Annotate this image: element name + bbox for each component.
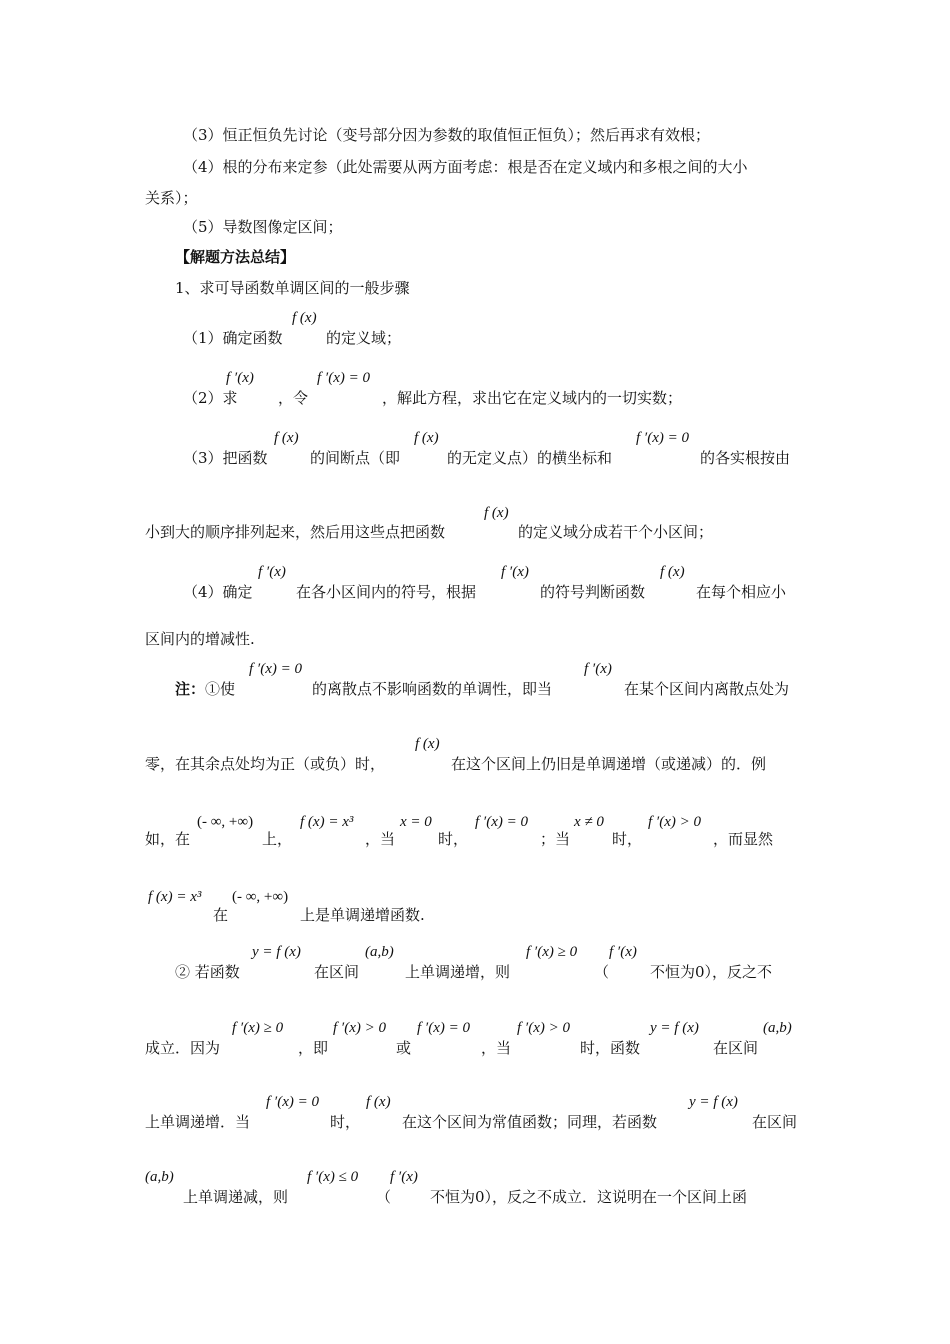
math-fprime-eq0: f ′(x) = 0: [249, 661, 302, 677]
math-fprime-le0: f ′(x) ≤ 0: [307, 1169, 359, 1185]
math-fprime-ge0: f ′(x) ≥ 0: [232, 1020, 284, 1036]
step3-text: 小到大的顺序排列起来，然后用这些点把函数: [145, 523, 446, 541]
step3-text: 的定义域分成若干个小区间；: [518, 523, 714, 541]
math-fx: f (x): [415, 736, 440, 752]
note2-text: ，即: [298, 1039, 329, 1057]
math-fprime: f ′(x): [501, 564, 529, 580]
steps-title: 1、求可导函数单调区间的一般步骤: [175, 279, 410, 297]
note2-text: 不恒为0），反之不成立．这说明在一个区间上函: [430, 1188, 748, 1206]
math-fprime-eq0: f ′(x) = 0: [475, 814, 528, 830]
note2-text: 上单调递增．当: [145, 1113, 251, 1131]
math-fx: f (x): [660, 564, 685, 580]
math-interval: (- ∞, +∞): [197, 814, 254, 830]
note2-text: ，当: [481, 1039, 512, 1057]
para-5: （5）导数图像定区间；: [183, 218, 343, 236]
note1-text: 零，在其余点处均为正（或负）时，: [145, 755, 386, 773]
math-fprime: f ′(x): [584, 661, 612, 677]
note2-text: ② 若函数: [175, 963, 240, 981]
math-fprime-eq0: f ′(x) = 0: [636, 430, 689, 446]
math-y-fx: y = f (x): [650, 1020, 699, 1036]
math-y-fx: y = f (x): [689, 1094, 738, 1110]
math-fprime: f ′(x): [226, 370, 254, 386]
math-fprime: f ′(x): [390, 1169, 418, 1185]
note1-text: ，而显然: [713, 830, 774, 848]
note1-text: 在: [213, 906, 229, 924]
math-fx-cubic: f (x) = x³: [300, 814, 354, 830]
math-fx-cubic: f (x) = x³: [148, 889, 202, 905]
step2-text: ，解此方程，求出它在定义域内的一切实数；: [382, 389, 683, 407]
math-fprime-eq0: f ′(x) = 0: [266, 1094, 319, 1110]
note1-text: ，当: [365, 830, 396, 848]
step4-text: 在每个相应小: [696, 583, 787, 601]
math-fprime-gt0: f ′(x) > 0: [648, 814, 701, 830]
note2-text: 在这个区间为常值函数；同理，若函数: [402, 1113, 658, 1131]
note1-text: 时，: [612, 830, 643, 848]
math-fprime-gt0: f ′(x) > 0: [517, 1020, 570, 1036]
note2-text: 时，函数: [580, 1039, 641, 1057]
step3-text: 的无定义点）的横坐标和: [447, 449, 613, 467]
step3-text: 的间断点（即: [310, 449, 401, 467]
note-label: 注：: [175, 680, 206, 698]
note2-text: 在区间: [752, 1113, 798, 1131]
math-interval-ab: (a,b): [763, 1020, 792, 1036]
math-fx: f (x): [414, 430, 439, 446]
para-3: （3）恒正恒负先讨论（变号部分因为参数的取值恒正恒负）；然后再求有效根；: [183, 126, 711, 144]
note2-text: 成立．因为: [145, 1039, 221, 1057]
math-fprime: f ′(x): [258, 564, 286, 580]
section-heading: 【解题方法总结】: [175, 248, 296, 266]
math-fx: f (x): [292, 310, 317, 326]
note2-text: 时，: [330, 1113, 361, 1131]
math-interval-ab: (a,b): [145, 1169, 174, 1185]
step1-text: 的定义域；: [326, 329, 402, 347]
note2-text: 上单调递增，则: [405, 963, 511, 981]
math-fx: f (x): [366, 1094, 391, 1110]
note1-text: 如，在: [145, 830, 191, 848]
step1-text: （1）确定函数: [183, 329, 283, 347]
note1-text: 在某个区间内离散点处为: [624, 680, 790, 698]
step4-text: 在各小区间内的符号，根据: [296, 583, 477, 601]
math-interval: (- ∞, +∞): [232, 889, 289, 905]
note1-text: 上，: [262, 830, 293, 848]
note2-text: 上单调递减，则: [183, 1188, 289, 1206]
step3-text: 的各实根按由: [700, 449, 791, 467]
math-fx: f (x): [484, 505, 509, 521]
math-fprime-gt0: f ′(x) > 0: [333, 1020, 386, 1036]
step3-text: （3）把函数: [183, 449, 268, 467]
step4-text: 的符号判断函数: [540, 583, 646, 601]
math-x-ne0: x ≠ 0: [574, 814, 604, 830]
math-fprime: f ′(x): [609, 944, 637, 960]
math-fprime-eq0: f ′(x) = 0: [317, 370, 370, 386]
note2-text: 或: [396, 1039, 412, 1057]
para-4-cont: 关系）；: [145, 189, 198, 207]
note2-text: 在区间: [713, 1039, 759, 1057]
note1-text: 时，: [438, 830, 469, 848]
note1-text: 上是单调递增函数.: [300, 906, 425, 924]
math-interval-ab: (a,b): [365, 944, 394, 960]
step4-text: 区间内的增减性.: [145, 630, 255, 648]
math-fprime-ge0: f ′(x) ≥ 0: [526, 944, 578, 960]
math-fx: f (x): [274, 430, 299, 446]
note1-text: ；当: [540, 830, 571, 848]
note2-text: （: [594, 963, 610, 981]
math-fprime-eq0: f ′(x) = 0: [417, 1020, 470, 1036]
note2-text: 不恒为0），反之不: [650, 963, 773, 981]
note2-text: 在区间: [314, 963, 360, 981]
note1-text: 的离散点不影响函数的单调性，即当: [312, 680, 553, 698]
para-4: （4）根的分布来定参（此处需要从两方面考虑：根是否在定义域内和多根之间的大小: [183, 158, 748, 176]
note2-text: （: [376, 1188, 392, 1206]
step2-text: ，令: [278, 389, 309, 407]
step4-text: （4）确定: [183, 583, 253, 601]
note1-text: 在这个区间上仍旧是单调递增（或递减）的．例: [451, 755, 767, 773]
step2-text: （2）求: [183, 389, 238, 407]
note1-text: ①使: [205, 680, 236, 698]
math-x-eq0: x = 0: [400, 814, 432, 830]
math-y-fx: y = f (x): [252, 944, 301, 960]
